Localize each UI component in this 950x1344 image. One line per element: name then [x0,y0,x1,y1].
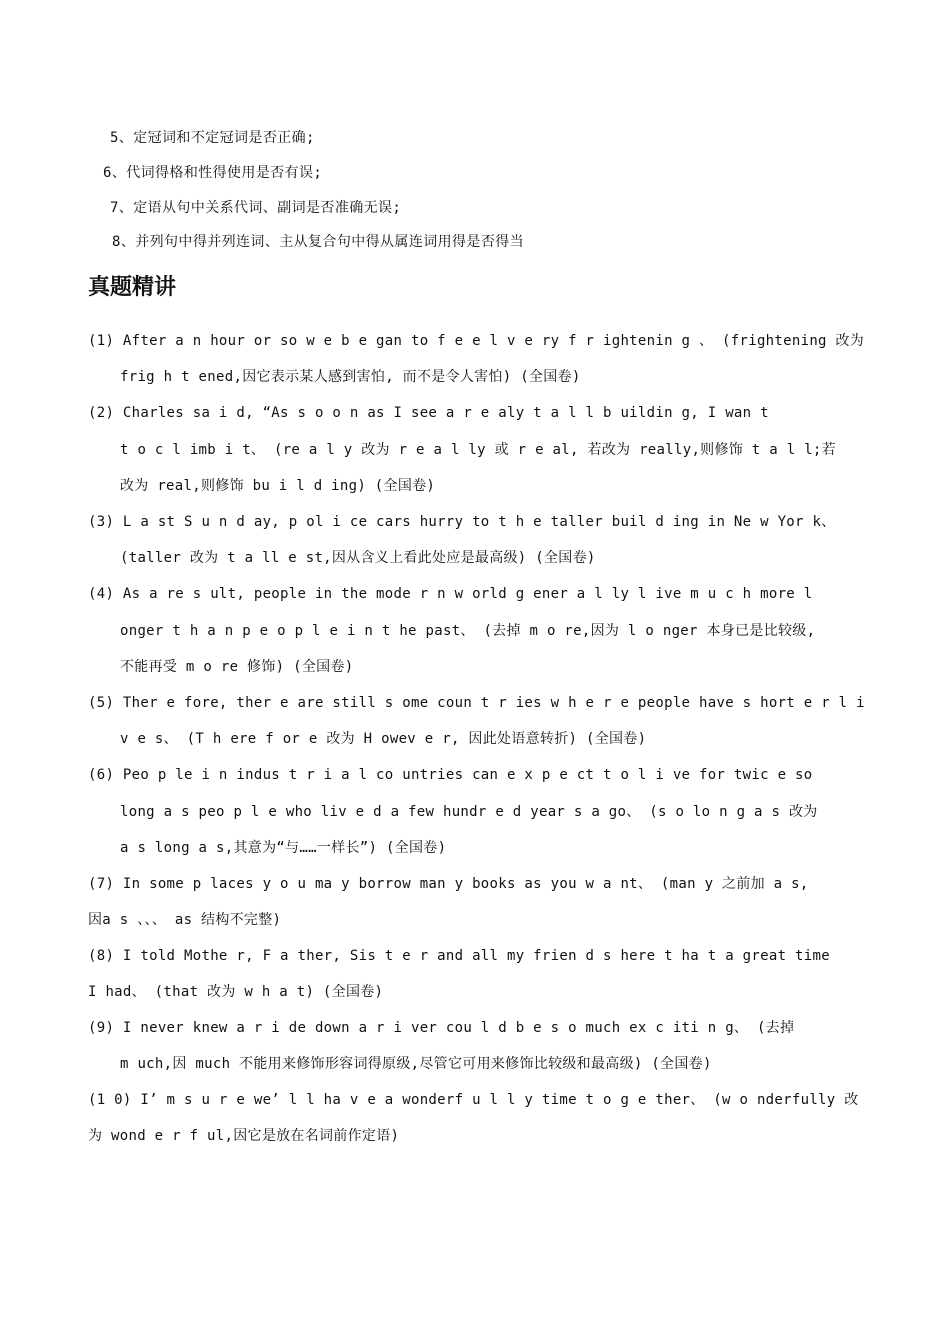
example-line: (9) I never knew a r i de down a r i ver cou l d b e s o much ex c iti n g、 (去掉 [88,1020,795,1036]
example-line: 不能再受 m o re 修饰) (全国卷) [120,659,354,675]
example-line: (5) Ther e fore, ther e are still s ome coun t r ies w h e r e people have s hort e r l i [88,695,865,711]
example-line: (3) L a st S u n d ay, p ol i ce cars hurry to t h e taller buil d ing in Ne w Yor k、 [88,514,836,530]
example-line: onger t h a n p e o p l e i n t he past、 (去掉 m o re,因为 l o nger 本身已是比较级, [120,623,816,639]
example-line: 因a s 、、、 as 结构不完整) [88,912,282,928]
example-line: (7) In some p laces y o u ma y borrow man y books as you w a nt、 (man y 之前加 a s, [88,876,809,892]
example-line: (1) After a n hour or so w e b e gan to f e e l v e ry f r ightenin g 、 (frightening 改为 [88,333,865,349]
example-line: (6) Peo p le i n indus t r i a l co untries can e x p e ct t o l i ve for twic e so [88,767,813,783]
example-line: v e s、 (T h ere f or e 改为 H owev e r, 因此处语意转折) (全国卷) [120,731,647,747]
checklist-item: 7、定语从句中关系代词、副词是否准确无误; [110,200,402,216]
example-line: (2) Charles sa i d, “As s o o n as I see a r e aly t a l l b uildin g, I wan t [88,405,769,421]
example-line: I had、 (that 改为 w h a t) (全国卷) [88,984,384,1000]
example-line: (8) I told Mothe r, F a ther, Sis t e r and all my frien d s here t ha t a great time [88,948,830,964]
example-line: (1 0) I’ m s u r e we’ l l ha v e a wonderf u l l y time t o g e ther、 (w o nderfully 改 [88,1092,859,1108]
example-line: frig h t ened,因它表示某人感到害怕, 而不是令人害怕) (全国卷) [120,369,581,385]
checklist-item: 8、并列句中得并列连词、主从复合句中得从属连词用得是否得当 [112,234,525,250]
example-line: (taller 改为 t a ll e st,因从含义上看此处应是最高级) (全国卷) [120,550,596,566]
example-line: t o c l imb i t、 (re a l y 改为 r e a l ly 或 r e al, 若改为 really,则修饰 t a l l;若 [120,442,836,458]
example-line: long a s peo p l e who liv e d a few hundr e d year s a go、 (s o lo n g a s 改为 [120,804,818,820]
example-line: 为 wond e r f ul,因它是放在名词前作定语) [88,1128,400,1144]
checklist-item: 6、代词得格和性得使用是否有误; [103,165,323,181]
example-line: m uch,因 much 不能用来修饰形容词得原级,尽管它可用来修饰比较级和最高级) (全国卷) [120,1056,712,1072]
example-line: 改为 real,则修饰 bu i l d ing) (全国卷) [120,478,436,494]
section-heading: 真题精讲 [88,274,177,300]
example-line: (4) As a re s ult, people in the mode r n w orld g ener a l ly l ive m u c h more l [88,586,813,602]
checklist-item: 5、定冠词和不定冠词是否正确; [110,130,315,146]
example-line: a s long a s,其意为“与……一样长”) (全国卷) [120,840,447,856]
